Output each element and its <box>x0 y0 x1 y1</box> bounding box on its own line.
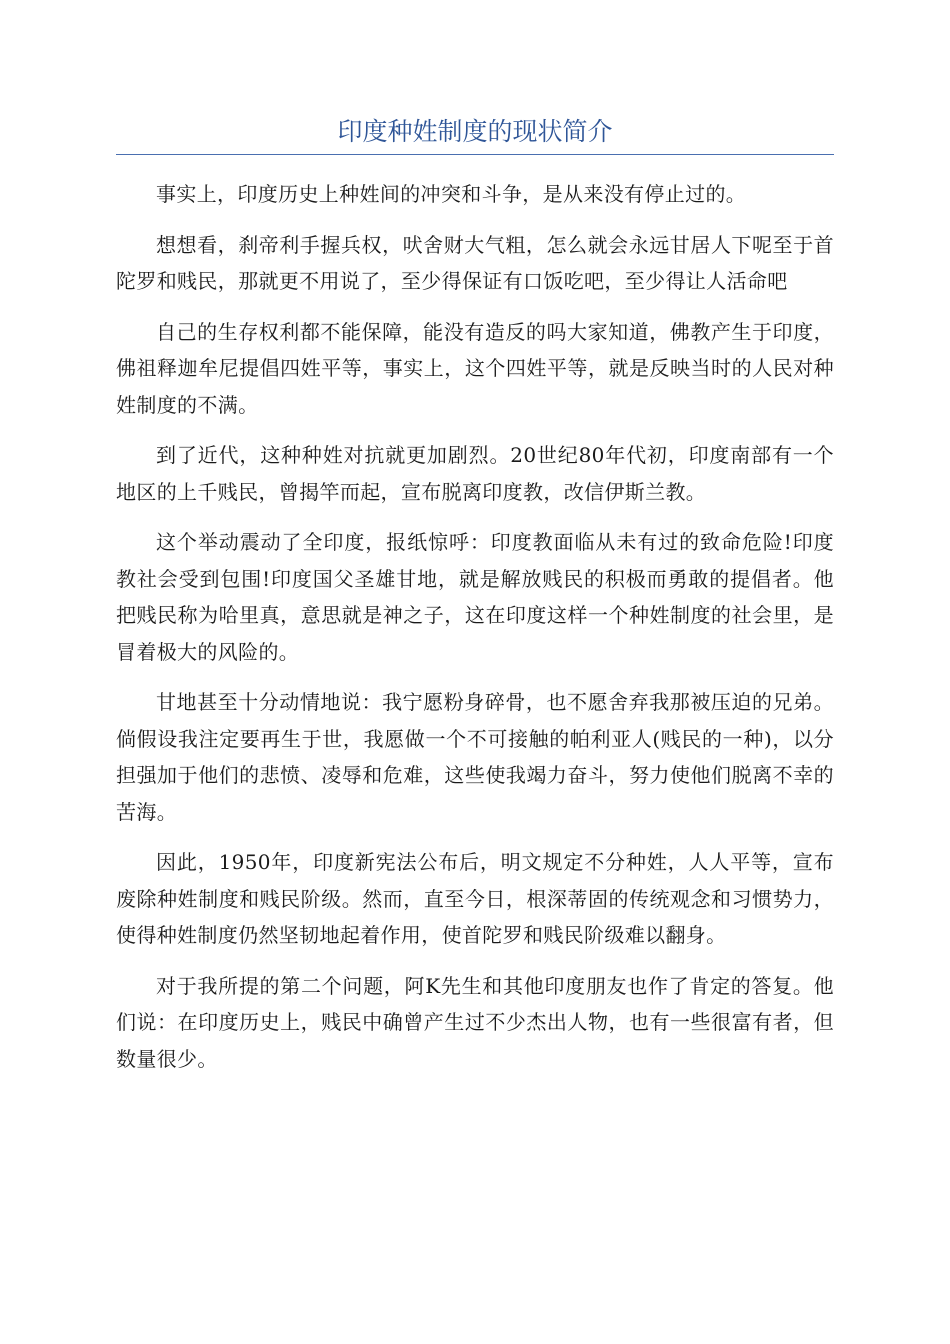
paragraph-3: 自己的生存权利都不能保障，能没有造反的吗大家知道，佛教产生于印度，佛祖释迦牟尼提倡四姓平等，事实上，这个四姓平等，就是反映当时的人民对种姓制度的不满。 <box>116 319 834 417</box>
paragraph-6: 甘地甚至十分动情地说：我宁愿粉身碎骨，也不愿舍弃我那被压迫的兄弟。倘假设我注定要再生于世，我愿做一个不可接触的帕利亚人(贱民的一种)，以分担强加于他们的悲愤、凌辱和危难，这些使我竭力奋斗，努力使他们脱离不幸的苦海。 <box>116 690 834 824</box>
paragraph-2: 想想看，刹帝利手握兵权，吠舍财大气粗，怎么就会永远甘居人下呢至于首陀罗和贱民，那就更不用说了，至少得保证有口饭吃吧，至少得让人活命吧 <box>116 232 834 293</box>
paragraph-7: 因此，1950年，印度新宪法公布后，明文规定不分种姓，人人平等，宣布废除种姓制度和贱民阶级。然而，直至今日，根深蒂固的传统观念和习惯势力，使得种姓制度仍然坚韧地起着作用，使首陀罗和贱民阶级难以翻身。 <box>116 850 834 947</box>
document-body <box>116 176 834 1091</box>
paragraph-4: 到了近代，这种种姓对抗就更加剧烈。20世纪80年代初，印度南部有一个地区的上千贱民，曾揭竿而起，宣布脱离印度教，改信伊斯兰教。 <box>116 443 834 504</box>
document-title: 印度种姓制度的现状简介 <box>337 117 613 146</box>
paragraph-1: 事实上，印度历史上种姓间的冲突和斗争，是从来没有停止过的。 <box>156 182 747 206</box>
title-underline <box>116 154 834 155</box>
paragraph-8: 对于我所提的第二个问题，阿K先生和其他印度朋友也作了肯定的答复。他们说：在印度历史上，贱民中确曾产生过不少杰出人物，也有一些很富有者，但数量很少。 <box>116 973 834 1071</box>
paragraph-5: 这个举动震动了全印度，报纸惊呼：印度教面临从未有过的致命危险!印度教社会受到包围!印度国父圣雄甘地，就是解放贱民的积极而勇敢的提倡者。他把贱民称为哈里真，意思就是神之子，这在印度这样一个种姓制度的社会里，是冒着极大的风险的。 <box>116 530 834 664</box>
